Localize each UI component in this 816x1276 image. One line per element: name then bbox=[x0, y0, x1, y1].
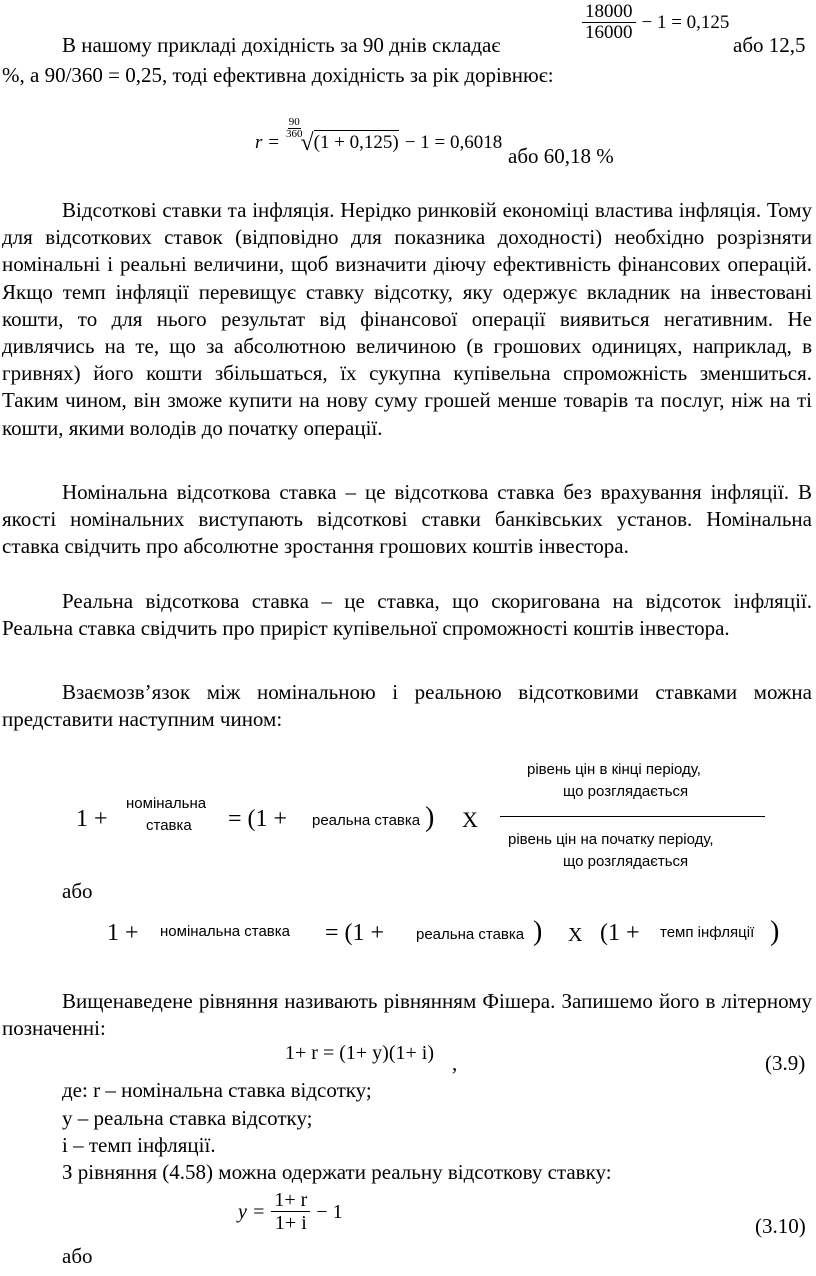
wf2-close2: ) bbox=[770, 916, 780, 947]
abo-2: або bbox=[62, 1244, 93, 1268]
root-index-num: 90 bbox=[288, 116, 300, 128]
yield-rest: − 1 = 0,125 bbox=[641, 11, 730, 33]
definition-i: і – темп інфляції. bbox=[62, 1133, 216, 1157]
yield-denominator: 16000 bbox=[585, 21, 633, 43]
real-rate-equation bbox=[238, 1190, 343, 1234]
radicand: (1 + 0,125) bbox=[314, 130, 399, 156]
intro-line1-text: В нашому прикладі дохідність за 90 днів складає bbox=[62, 33, 501, 57]
wf1-one-plus: 1 + bbox=[76, 806, 108, 832]
definition-y: y – реальна ставка відсотку; bbox=[62, 1106, 313, 1130]
paragraph-inflation bbox=[2, 197, 812, 497]
yield-fraction bbox=[582, 2, 636, 44]
radical-sign: √ bbox=[300, 130, 314, 156]
wf1-nominal-top: номінальна bbox=[126, 795, 207, 812]
wf2-one-plus: 1 + bbox=[107, 920, 139, 946]
wf2-close: ) bbox=[533, 916, 543, 947]
paragraph-fisher-text: Вищенаведене рівняння називають рівнянням Фішера. Запишемо його в літерному позначенні: bbox=[2, 989, 812, 1041]
wf2-times: Х bbox=[568, 924, 583, 946]
root-index-den: 360 bbox=[285, 128, 303, 140]
wf2-inflation: темп інфляції bbox=[660, 924, 755, 941]
wf1-frac-num-2: що розглядається bbox=[563, 783, 689, 800]
wf2-nominal-rate: номінальна ставка bbox=[160, 923, 291, 940]
fisher-equation-comma: , bbox=[452, 1051, 458, 1075]
fisher-equation: 1+ r = (1+ y)(1+ i) bbox=[285, 1042, 434, 1064]
wf1-nominal-bottom: ставка bbox=[146, 817, 192, 834]
definition-r: де: r – номінальна ставка відсотку; bbox=[62, 1078, 372, 1102]
formula-r-tail: або 60,18 % bbox=[508, 144, 614, 168]
paragraph-relationship-text: Взаємозв’язок між номінальною і реальною відсотковими ставками можна представити наступним чином: bbox=[2, 680, 812, 732]
formula-r-rest: − 1 = 0,6018 bbox=[404, 132, 503, 153]
paragraph-nominal bbox=[2, 479, 812, 561]
effective-yield-formula bbox=[255, 117, 502, 156]
formula-r-lhs: r = bbox=[255, 132, 280, 153]
paragraph-real-text: Реальна відсоткова ставка – це ставка, що скоригована на відсоток інфляції. Реальна ставка свідчить про приріст купівельної спроможності коштів інвестора. bbox=[2, 589, 812, 641]
yield-numerator: 18000 bbox=[582, 2, 636, 23]
eq-3-10-lhs: y = bbox=[238, 1200, 266, 1223]
eq-3-10-num: 1+ r bbox=[271, 1190, 310, 1212]
eq-3-10-fraction bbox=[271, 1190, 310, 1234]
wf1-fraction-bar bbox=[500, 816, 765, 817]
wf1-frac-num-1: рівень цін в кінці періоду, bbox=[527, 761, 701, 778]
eq-3-10-den: 1+ i bbox=[274, 1212, 307, 1234]
word-formula-1 bbox=[0, 755, 816, 875]
wf1-close: ) bbox=[425, 802, 435, 833]
abo-1: або bbox=[62, 879, 93, 903]
paragraph-inflation-text: Відсоткові ставки та інфляція. Нерідко ринковій економіці властива інфляція. Тому для відсоткових ставок (відповідно для показника доходності) необхідно розрізняти номінальні і реальні величини, щоб визначити діючу ефективність фінансових операцій. Якщо темп інфляції перевищує ставку відсотку, яку одержує вкладник на інвестовані кошти, то для нього результат від фінансової операції виявиться негативним. Не дивлячись на те, що за абсолютною величиною (в грошових одиницях, наприклад, в гривнях) його кошти збільшаться, їх сукупна купівельна спроможність зменшиться. Таким чином, він зможе купити на нову суму грошей менше товарів та послуг, ніж на ті кошти, якими володів до початку операції. bbox=[2, 198, 812, 440]
equation-number-3-10: (3.10) bbox=[755, 1214, 806, 1238]
yield-formula bbox=[582, 2, 729, 44]
wf2-open2: (1 + bbox=[600, 920, 640, 946]
paragraph-relationship bbox=[2, 679, 812, 733]
wf1-real-rate: реальна ставка bbox=[312, 812, 421, 829]
intro-line2: %, а 90/360 = 0,25, тоді ефективна дохідність за рік дорівнює: bbox=[2, 63, 554, 87]
wf2-real-rate: реальна ставка bbox=[416, 926, 525, 943]
intro-line1-tail: або 12,5 bbox=[733, 33, 806, 57]
wf1-times: Х bbox=[462, 807, 478, 832]
wf1-frac-den-2: що розглядається bbox=[563, 853, 689, 870]
word-formula-2 bbox=[0, 912, 816, 962]
paragraph-nominal-text: Номінальна відсоткова ставка – це відсоткова ставка без врахування інфляції. В якості номінальних виступають відсоткові ставки банківських установ. Номінальна ставка свідчить про абсолютне зростання грошових коштів інвестора. bbox=[2, 480, 812, 559]
wf1-eq-open: = (1 + bbox=[228, 806, 288, 832]
equation-number-3-9: (3.9) bbox=[765, 1051, 806, 1075]
paragraph-real bbox=[2, 588, 812, 642]
eq-3-10-rest: − 1 bbox=[316, 1200, 343, 1223]
wf2-eq-open: = (1 + bbox=[325, 920, 385, 946]
paragraph-fisher bbox=[2, 988, 812, 1042]
wf1-frac-den-1: рівень цін на початку періоду, bbox=[508, 831, 714, 848]
from-equation-text: З рівняння (4.58) можна одержати реальну відсоткову ставку: bbox=[62, 1160, 612, 1184]
